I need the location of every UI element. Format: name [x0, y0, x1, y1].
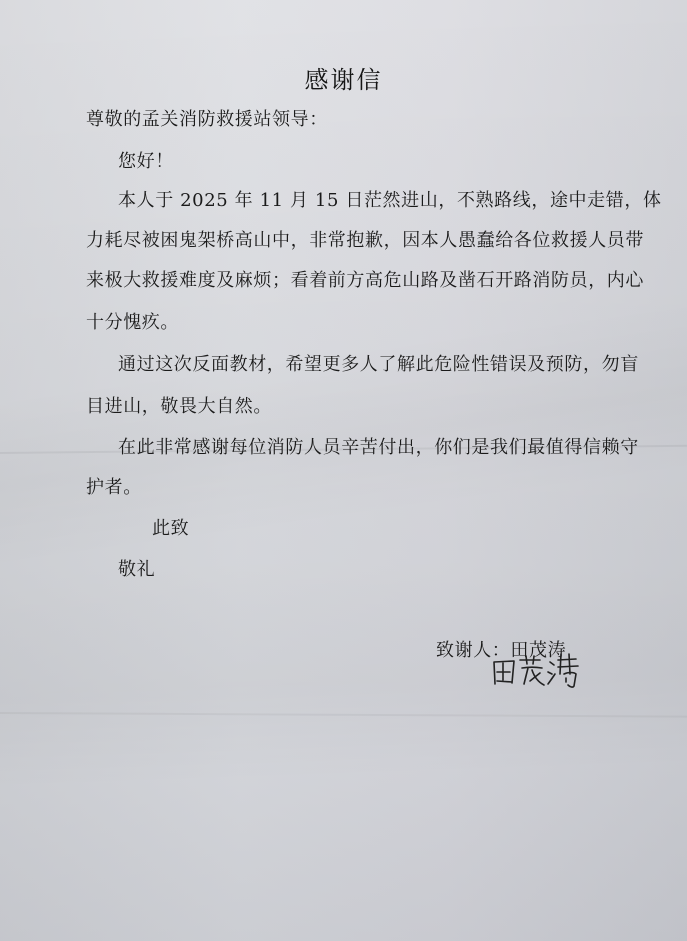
letter-salutation: 尊敬的孟关消防救援站领导： [86, 109, 328, 130]
paragraph-2-line-2: 目进山，敬畏大自然。 [86, 396, 272, 417]
paper-fold-line [0, 712, 687, 718]
letter-greeting: 您好！ [118, 151, 174, 172]
paragraph-1-line-1: 本人于 2025 年 11 月 15 日茫然进山，不熟路线，途中走错，体 [118, 190, 662, 211]
handwritten-signature [488, 650, 583, 690]
paragraph-1-line-4: 十分愧疚。 [86, 312, 179, 333]
paragraph-1-line-3: 来极大救援难度及麻烦；看着前方高危山路及凿石开路消防员，内心 [86, 270, 644, 291]
paragraph-1-line-2: 力耗尽被困鬼架桥高山中，非常抱歉，因本人愚蠢给各位救援人员带 [86, 230, 644, 251]
paragraph-3-line-2: 护者。 [86, 477, 142, 498]
closing-jing-li: 敬礼 [118, 559, 156, 580]
sender-line: 致谢人：田茂涛 [436, 640, 567, 661]
letter-title: 感谢信 [304, 66, 383, 94]
paragraph-2-line-1: 通过这次反面教材，希望更多人了解此危险性错误及预防，勿盲 [118, 354, 639, 375]
paragraph-3-line-1: 在此非常感谢每位消防人员辛苦付出，你们是我们最值得信赖守 [118, 437, 639, 458]
closing-ci-zhi: 此致 [152, 518, 190, 539]
